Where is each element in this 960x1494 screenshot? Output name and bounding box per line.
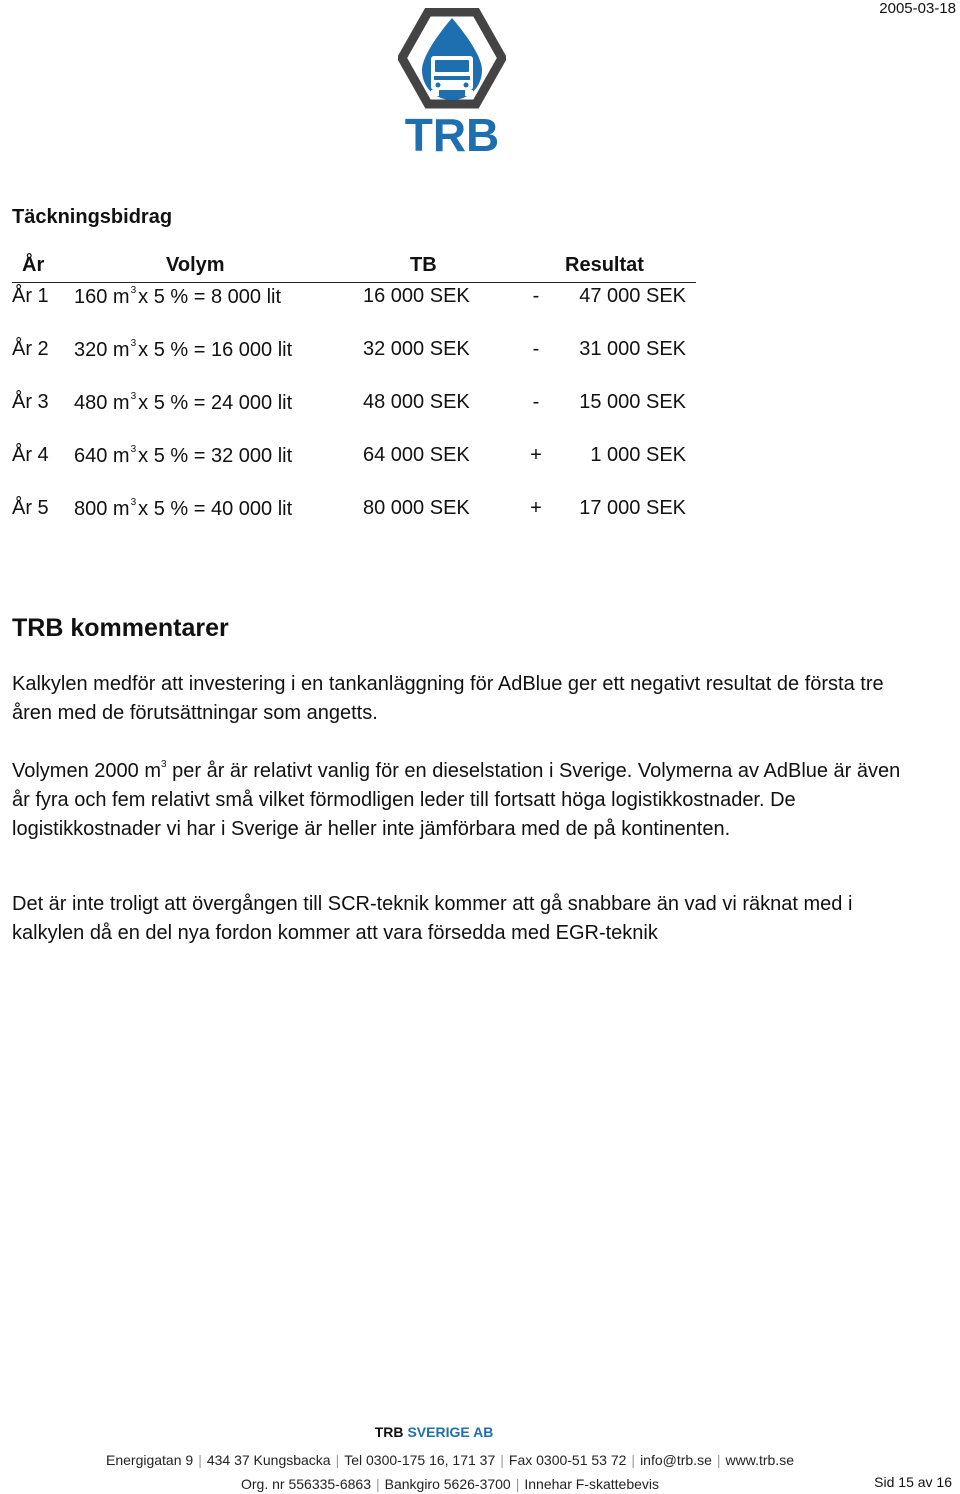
cell-volume: 480 $m^3$ x 5 % = 24 000 lit: [74, 391, 293, 414]
cell-tb: 80 000 SEK: [363, 497, 470, 519]
footer-address: Energigatan 9: [106, 1452, 194, 1468]
truck-in-drop-hexagon-icon: [398, 8, 506, 154]
cell-sign: -: [532, 285, 540, 307]
cell-result: 15 000 SEK: [579, 391, 686, 413]
cell-tb: 64 000 SEK: [363, 444, 470, 466]
cell-year: År 3: [12, 391, 49, 413]
comment-paragraph-3: Det är inte troligt att övergången till SCR-teknik kommer att gå snabbare än vad vi räknat med i kalkylen då en del nya fordon kommer att vara försedda med EGR-teknik: [12, 893, 853, 944]
section-title: Täckningsbidrag: [12, 206, 173, 228]
header-divider: [12, 282, 696, 283]
cell-volume: 640 $m^3$ x 5 % = 32 000 lit: [74, 444, 293, 467]
col-header-result: Resultat: [565, 254, 644, 276]
footer-bankgiro: Bankgiro 5626-3700: [384, 1476, 511, 1492]
trb-logo: [398, 8, 506, 154]
cell-tb: 16 000 SEK: [363, 285, 470, 307]
comment-paragraph-1: Kalkylen medför att investering i en tankanläggning för AdBlue ger ett negativt resultat de första tre åren med de förutsättningar som angetts.: [12, 673, 884, 724]
col-header-tb: TB: [410, 254, 437, 276]
document-date: 2005-03-18: [879, 0, 956, 17]
table-row: [12, 444, 696, 472]
footer-phone: Tel 0300-175 16, 171 37: [344, 1452, 496, 1468]
cell-volume: 800 $m^3$ x 5 % = 40 000 lit: [74, 497, 293, 520]
cell-result: 17 000 SEK: [579, 497, 686, 519]
cell-year: År 5: [12, 497, 49, 519]
table-row: [12, 338, 696, 366]
table-row: [12, 285, 696, 313]
table-row: [12, 497, 696, 525]
footer-website-link[interactable]: www.trb.se: [725, 1452, 794, 1468]
col-header-year: År: [22, 254, 45, 276]
cell-sign: -: [532, 338, 540, 360]
cell-tb: 48 000 SEK: [363, 391, 470, 413]
cell-tb: 32 000 SEK: [363, 338, 470, 360]
cell-year: År 2: [12, 338, 49, 360]
cell-sign: +: [530, 444, 542, 466]
cell-volume: 320 $m^3$ x 5 % = 16 000 lit: [74, 338, 293, 361]
footer-brand-trb: TRB: [374, 1424, 404, 1440]
comment-paragraph-2: Volymen 2000 $m^3$ per år är relativt vanlig för en dieselstation i Sverige. Volymerna av AdBlue är även år fyra och fem relativt små vilket förmodligen leder till fortsatt höga logistikkostnader. De logistikkostnader vi har i Sverige är heller inte jämförbara med de på kontinenten.: [12, 759, 901, 840]
comments-title: TRB kommentarer: [12, 614, 229, 642]
cell-result: 31 000 SEK: [579, 338, 686, 360]
footer-brand: [0, 1424, 868, 1440]
footer-org-number: Org. nr 556335-6863: [241, 1476, 371, 1492]
cell-result: 1 000 SEK: [590, 444, 686, 466]
cell-year: År 4: [12, 444, 49, 466]
footer-brand-sverige: SVERIGE AB: [407, 1424, 494, 1440]
cell-volume: 160 $m^3$ x 5 % = 8 000 lit: [74, 285, 282, 308]
cell-sign: +: [530, 497, 542, 519]
footer-city: 434 37 Kungsbacka: [206, 1452, 331, 1468]
footer-contact-line: Energigatan 9 | 434 37 Kungsbacka | Tel 0300-175 16, 171 37 | Fax 0300-51 53 72 | info@trb.se | www.trb.se: [106, 1452, 794, 1468]
footer-email-link[interactable]: info@trb.se: [640, 1452, 712, 1468]
cell-sign: -: [532, 391, 540, 413]
col-header-volume: Volym: [166, 254, 225, 276]
cell-year: År 1: [12, 285, 49, 307]
footer-fax: Fax 0300-51 53 72: [508, 1452, 627, 1468]
logo-text: TRB: [404, 109, 500, 154]
footer-registration-line: Org. nr 556335-6863 | Bankgiro 5626-3700 | Innehar F-skattebevis: [241, 1476, 659, 1492]
table-row: [12, 391, 696, 419]
page-number: Sid 15 av 16: [874, 1474, 952, 1490]
footer-tax-status: Innehar F-skattebevis: [524, 1476, 659, 1492]
cell-result: 47 000 SEK: [579, 285, 686, 307]
